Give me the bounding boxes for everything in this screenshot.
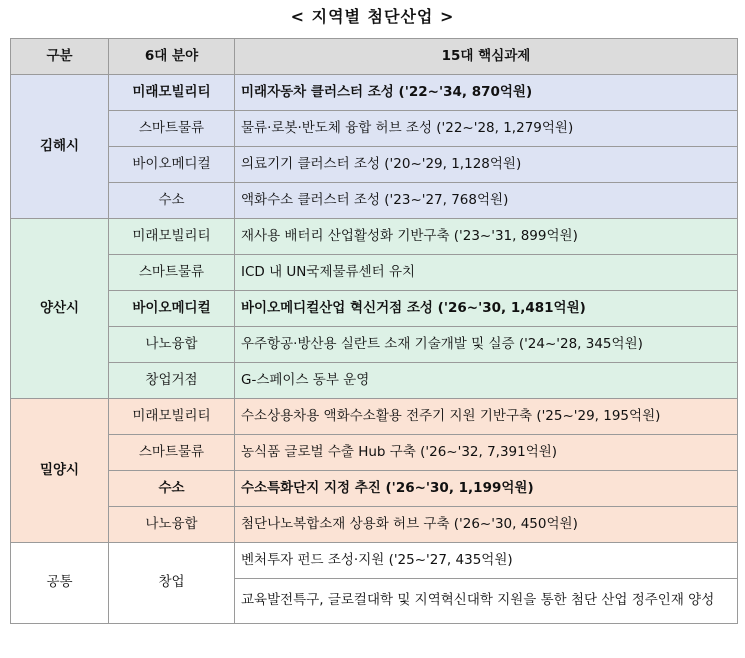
- region-gimhae: 김해시: [11, 75, 109, 219]
- table-row: [11, 147, 738, 183]
- header-task: 15대 핵심과제: [235, 39, 738, 75]
- field-cell: 바이오메디컬: [109, 147, 235, 183]
- task-cell: 수소상용차용 액화수소활용 전주기 지원 기반구축 ('25~'29, 195억원): [235, 399, 738, 435]
- field-cell: 스마트물류: [109, 111, 235, 147]
- field-cell: 나노융합: [109, 507, 235, 543]
- task-cell: 재사용 배터리 산업활성화 기반구축 ('23~'31, 899억원): [235, 219, 738, 255]
- field-cell: 스마트물류: [109, 435, 235, 471]
- region-yangsan: 양산시: [11, 219, 109, 399]
- task-cell: 바이오메디컬산업 혁신거점 조성 ('26~'30, 1,481억원): [235, 291, 738, 327]
- table-row: [11, 291, 738, 327]
- task-cell: G-스페이스 동부 운영: [235, 363, 738, 399]
- table-row: [11, 327, 738, 363]
- table-row: [11, 363, 738, 399]
- task-cell: 미래자동차 클러스터 조성 ('22~'34, 870억원): [235, 75, 738, 111]
- task-cell: 의료기기 클러스터 조성 ('20~'29, 1,128억원): [235, 147, 738, 183]
- field-cell: 수소: [109, 183, 235, 219]
- table-row: [11, 183, 738, 219]
- field-cell: 미래모빌리티: [109, 219, 235, 255]
- task-cell: 농식품 글로벌 수출 Hub 구축 ('26~'32, 7,391억원): [235, 435, 738, 471]
- task-cell: 첨단나노복합소재 상용화 허브 구축 ('26~'30, 450억원): [235, 507, 738, 543]
- table-row: [11, 471, 738, 507]
- field-cell: 창업: [109, 543, 235, 624]
- task-cell: 액화수소 클러스터 조성 ('23~'27, 768억원): [235, 183, 738, 219]
- field-cell: 미래모빌리티: [109, 75, 235, 111]
- region-common: 공통: [11, 543, 109, 624]
- field-cell: 스마트물류: [109, 255, 235, 291]
- task-cell: 벤처투자 펀드 조성·지원 ('25~'27, 435억원): [235, 543, 738, 579]
- field-cell: 미래모빌리티: [109, 399, 235, 435]
- field-cell: 창업거점: [109, 363, 235, 399]
- region-miryang: 밀양시: [11, 399, 109, 543]
- advanced-industry-table: [10, 38, 738, 624]
- task-cell: 교육발전특구, 글로컬대학 및 지역혁신대학 지원을 통한 첨단 산업 정주인재 양성: [235, 579, 738, 624]
- table-row: [11, 255, 738, 291]
- task-cell: ICD 내 UN국제물류센터 유치: [235, 255, 738, 291]
- table-row: [11, 507, 738, 543]
- table-row: [11, 111, 738, 147]
- task-cell: 물류·로봇·반도체 융합 허브 조성 ('22~'28, 1,279억원): [235, 111, 738, 147]
- header-row: [11, 39, 738, 75]
- task-cell: 수소특화단지 지정 추진 ('26~'30, 1,199억원): [235, 471, 738, 507]
- header-category: 구분: [11, 39, 109, 75]
- task-cell: 우주항공·방산용 실란트 소재 기술개발 및 실증 ('24~'28, 345억원): [235, 327, 738, 363]
- header-field: 6대 분야: [109, 39, 235, 75]
- table-row: [11, 219, 738, 255]
- table-row: [11, 75, 738, 111]
- table-row: [11, 543, 738, 579]
- field-cell: 수소: [109, 471, 235, 507]
- field-cell: 바이오메디컬: [109, 291, 235, 327]
- table-row: [11, 435, 738, 471]
- page-title: < 지역별 첨단산업 >: [290, 7, 455, 26]
- field-cell: 나노융합: [109, 327, 235, 363]
- table-row: [11, 399, 738, 435]
